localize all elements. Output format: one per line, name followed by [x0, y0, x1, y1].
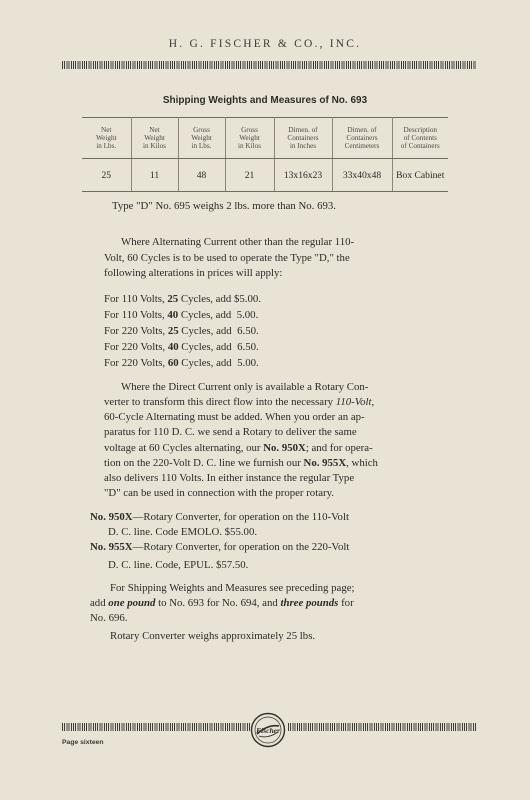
dc-line: verter to transform this direct flow into the necessary 110-Volt,	[104, 396, 375, 408]
shipping-note-line: For Shipping Weights and Measures see preceding page;	[110, 582, 355, 594]
dc-line: also delivers 110 Volts. In either instance the regular Type	[104, 472, 355, 484]
shipping-note-line: add one pound to No. 693 for No. 694, and three pounds for	[90, 597, 354, 609]
table-cell: 11	[131, 159, 178, 192]
alt-current-line: following alterations in prices will apply:	[104, 267, 283, 279]
note-695: Type "D" No. 695 weighs 2 lbs. more than No. 693.	[112, 200, 336, 212]
bottom-rule-right	[288, 723, 476, 731]
logo-wordmark: Fischer	[256, 726, 280, 735]
table-cell: 25	[82, 159, 131, 192]
dc-line: "D" can be used in connection with the proper rotary.	[104, 487, 334, 499]
dc-line: tion on the 220-Volt D. C. line we furnish our No. 955X, which	[104, 457, 378, 469]
converter-950x: No. 950X—Rotary Converter, for operation on the 110-Volt	[90, 511, 349, 523]
price-line: For 220 Volts, 60 Cycles, add 5.00.	[104, 357, 259, 369]
table-cell: 48	[178, 159, 225, 192]
rotary-weight-note: Rotary Converter weighs approximately 25 lbs.	[110, 630, 316, 642]
converter-955x-detail: D. C. line. Code, EPUL. $57.50.	[108, 559, 249, 571]
dc-line: 60-Cycle Alternating must be added. When you order an ap-	[104, 411, 365, 423]
dc-line: paratus for 110 D. C. we send a Rotary to deliver the same	[104, 426, 357, 438]
table-cell: 21	[225, 159, 274, 192]
price-line: For 110 Volts, 40 Cycles, add 5.00.	[104, 309, 259, 321]
table-title: Shipping Weights and Measures of No. 693	[162, 95, 368, 106]
page-number: Page sixteen	[62, 739, 104, 746]
alt-current-line: Volt, 60 Cycles is to be used to operate the Type "D," the	[104, 252, 350, 264]
alt-current-line: Where Alternating Current other than the regular 110-	[121, 236, 355, 248]
col-header-gross-lbs: Gross Weight in Lbs.	[178, 118, 225, 159]
table-cell: 13x16x23	[274, 159, 332, 192]
col-header-description: Description of Contents of Containers	[392, 118, 448, 159]
col-header-net-lbs: Net Weight in Lbs.	[82, 118, 131, 159]
table-cell: Box Cabinet	[392, 159, 448, 192]
dc-line: Where the Direct Current only is available a Rotary Con-	[121, 381, 369, 393]
converter-950x-detail: D. C. line. Code EMOLO. $55.00.	[108, 526, 258, 538]
col-header-gross-kilos: Gross Weight in Kilos	[225, 118, 274, 159]
price-line: For 110 Volts, 25 Cycles, add $5.00.	[104, 293, 261, 305]
bottom-rule-left	[62, 723, 250, 731]
col-header-net-kilos: Net Weight in Kilos	[131, 118, 178, 159]
converter-955x: No. 955X—Rotary Converter, for operation on the 220-Volt	[90, 541, 350, 553]
dc-line: voltage at 60 Cycles alternating, our No. 950X; and for opera-	[104, 442, 373, 454]
fischer-logo-icon	[250, 712, 286, 748]
shipping-note-line: No. 696.	[90, 612, 128, 624]
col-header-dimen-inches: Dimen. of Containers in Inches	[274, 118, 332, 159]
price-line: For 220 Volts, 40 Cycles, add 6.50.	[104, 341, 259, 353]
table-cell: 33x40x48	[332, 159, 392, 192]
price-line: For 220 Volts, 25 Cycles, add 6.50.	[104, 325, 259, 337]
col-header-dimen-cm: Dimen. of Containers Centimeters	[332, 118, 392, 159]
company-header: H. G. FISCHER & CO., INC.	[168, 38, 362, 50]
